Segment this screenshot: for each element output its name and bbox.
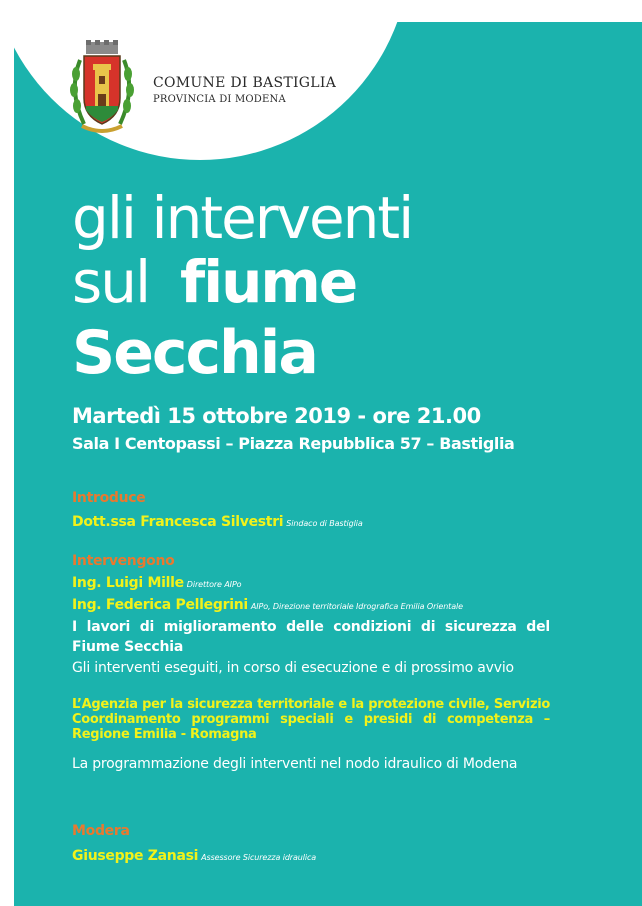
introducer-role: Sindaco di Bastiglia	[286, 519, 363, 528]
speaker-1-name: Ing. Luigi Mille	[72, 575, 184, 591]
speaker-2	[72, 597, 463, 613]
speaker-1	[72, 575, 241, 591]
speaker-1-role: Direttore AIPo	[186, 580, 242, 589]
talk-title: I lavori di miglioramento delle condizioni di sicurezza del Fiume Secchia	[72, 619, 550, 655]
introducer-name: Dott.ssa Francesca Silvestri	[72, 514, 284, 530]
event-venue: Sala I Centopassi – Piazza Repubblica 57 – Bastiglia	[72, 434, 515, 453]
talk-subtitle: Gli interventi eseguiti, in corso di esecuzione e di prossimo avvio	[72, 660, 514, 676]
agency-talk: La programmazione degli interventi nel nodo idraulico di Modena	[72, 756, 518, 772]
agency-name: L’Agenzia per la sicurezza territoriale e la protezione civile, Servizio Coordinamento programmi speciali e presidi di competenza – Regione Emilia - Romagna	[72, 697, 550, 742]
title-line-2-bold: fiume	[180, 248, 357, 316]
event-date: Martedì 15 ottobre 2019 - ore 21.00	[72, 404, 481, 428]
municipal-crest-icon	[62, 40, 142, 140]
speaker-2-role: AIPo, Direzione territoriale Idrografica Emilia Orientale	[250, 602, 463, 611]
moderator	[72, 848, 316, 864]
title-line-1: gli interventi	[72, 184, 413, 252]
moderator-role: Assessore Sicurezza idraulica	[201, 853, 317, 862]
provincia-name: PROVINCIA DI MODENA	[153, 94, 286, 105]
intervengono-label: Intervengono	[72, 553, 175, 569]
comune-name: COMUNE DI BASTIGLIA	[153, 75, 337, 91]
moderator-name: Giuseppe Zanasi	[72, 848, 199, 864]
title-line-3: Secchia	[72, 318, 317, 388]
introducer	[72, 514, 363, 530]
modera-label: Modera	[72, 823, 130, 839]
logo-header-area	[14, 22, 642, 210]
title-line-2-light: sul	[72, 248, 150, 316]
speaker-2-name: Ing. Federica Pellegrini	[72, 597, 248, 613]
introduce-label: Introduce	[72, 490, 146, 506]
